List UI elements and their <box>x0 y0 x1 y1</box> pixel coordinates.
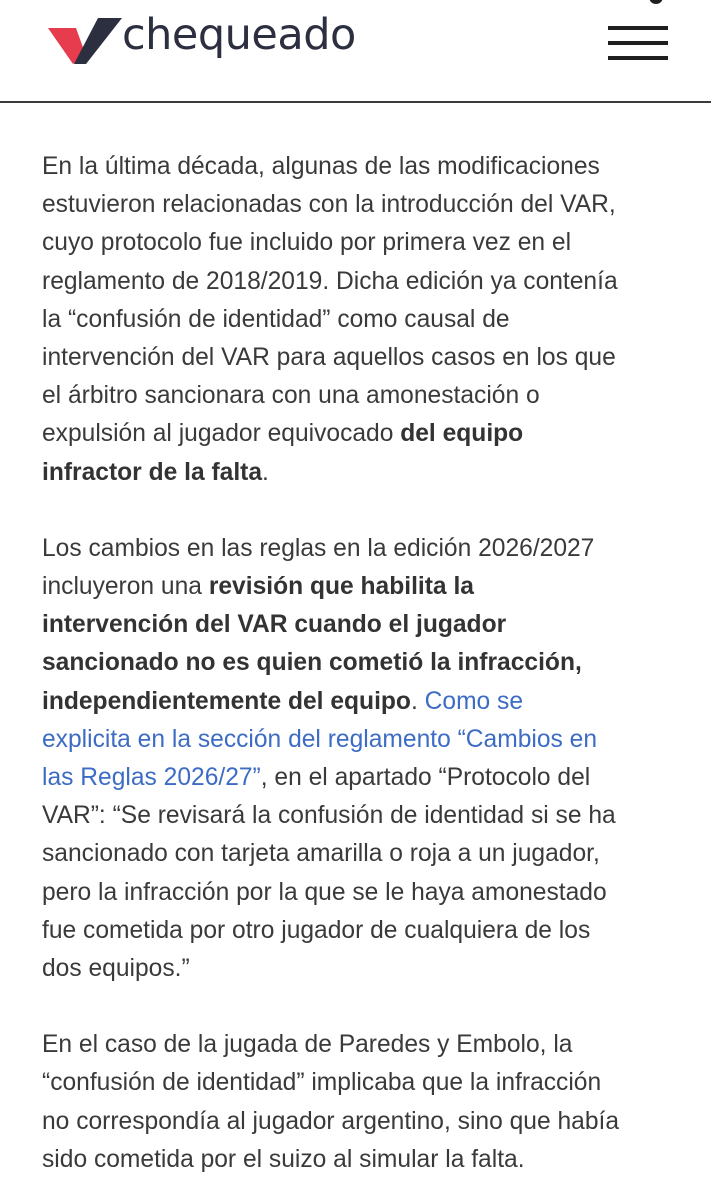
text-line: reglamento de 2018/2019. Dicha edición ya contenía <box>42 267 618 295</box>
text-line <box>42 759 682 797</box>
text-line: pero la infracción por la que se le haya amonestado <box>42 878 607 906</box>
article-body <box>42 148 682 1179</box>
paragraph-var-history <box>42 148 682 492</box>
text-line <box>42 606 682 644</box>
text-line: En el caso de la jugada de Paredes y Embolo, la <box>42 1031 573 1059</box>
bold-text: revisión que habilita la <box>208 573 474 601</box>
menu-bar <box>608 26 668 30</box>
text-line <box>42 454 682 492</box>
menu-bar <box>608 56 668 60</box>
text-segment: expulsión al jugador equivocado <box>42 420 401 448</box>
rules-changes-link[interactable]: Como se <box>424 687 524 715</box>
text-segment: incluyeron una <box>42 573 209 601</box>
rules-changes-link[interactable]: las Reglas 2026/27” <box>42 764 261 792</box>
partial-icon <box>649 0 663 4</box>
text-line <box>42 568 682 606</box>
text-line: la “confusión de identidad” como causal de <box>42 305 510 333</box>
text-segment: , en el apartado “Protocolo del <box>260 764 591 792</box>
menu-bar <box>608 41 668 45</box>
text-line: el árbitro sancionara con una amonestación o <box>42 382 540 410</box>
bold-text: intervención del VAR cuando el jugador <box>42 611 507 639</box>
text-line: “confusión de identidad” implicaba que la infracción <box>42 1069 602 1097</box>
paragraph-paredes-embolo <box>42 1026 682 1179</box>
bold-text: sancionado no es quien cometió la infracción, <box>42 649 582 677</box>
text-line: sido cometida por el suizo al simular la falta. <box>42 1145 525 1173</box>
text-segment: . <box>262 458 269 486</box>
text-line: Los cambios en las reglas en la edición 2026/2027 <box>42 534 595 562</box>
text-segment: . <box>410 687 425 715</box>
text-line: estuvieron relacionadas con la introducción del VAR, <box>42 191 616 219</box>
text-line: cuyo protocolo fue incluido por primera vez en el <box>42 229 572 257</box>
bold-text: del equipo <box>400 420 524 448</box>
text-line: dos equipos.” <box>42 955 190 983</box>
text-line <box>42 415 682 453</box>
hamburger-menu-icon[interactable] <box>604 20 670 66</box>
text-line: no correspondía al jugador argentino, sino que había <box>42 1107 620 1135</box>
bold-text: infractor de la falta <box>42 458 263 486</box>
site-header <box>0 0 711 103</box>
chequeado-checkmark-logo-icon <box>48 12 124 64</box>
text-line: En la última década, algunas de las modificaciones <box>42 153 600 180</box>
text-line: VAR”: “Se revisará la confusión de identidad si se ha <box>42 802 616 830</box>
rules-changes-link[interactable]: explicita en la sección del reglamento “Cambios en <box>42 725 598 753</box>
text-line: sancionado con tarjeta amarilla o roja a un jugador, <box>42 840 600 868</box>
text-line <box>42 683 682 721</box>
paragraph-rule-changes <box>42 530 682 988</box>
text-line <box>42 721 682 759</box>
text-line: fue cometida por otro jugador de cualquiera de los <box>42 916 591 944</box>
bold-text: independientemente del equipo <box>42 687 411 715</box>
text-line <box>42 644 682 682</box>
logo-wordmark: chequeado <box>122 10 356 60</box>
text-line: intervención del VAR para aquellos casos en los que <box>42 344 616 372</box>
